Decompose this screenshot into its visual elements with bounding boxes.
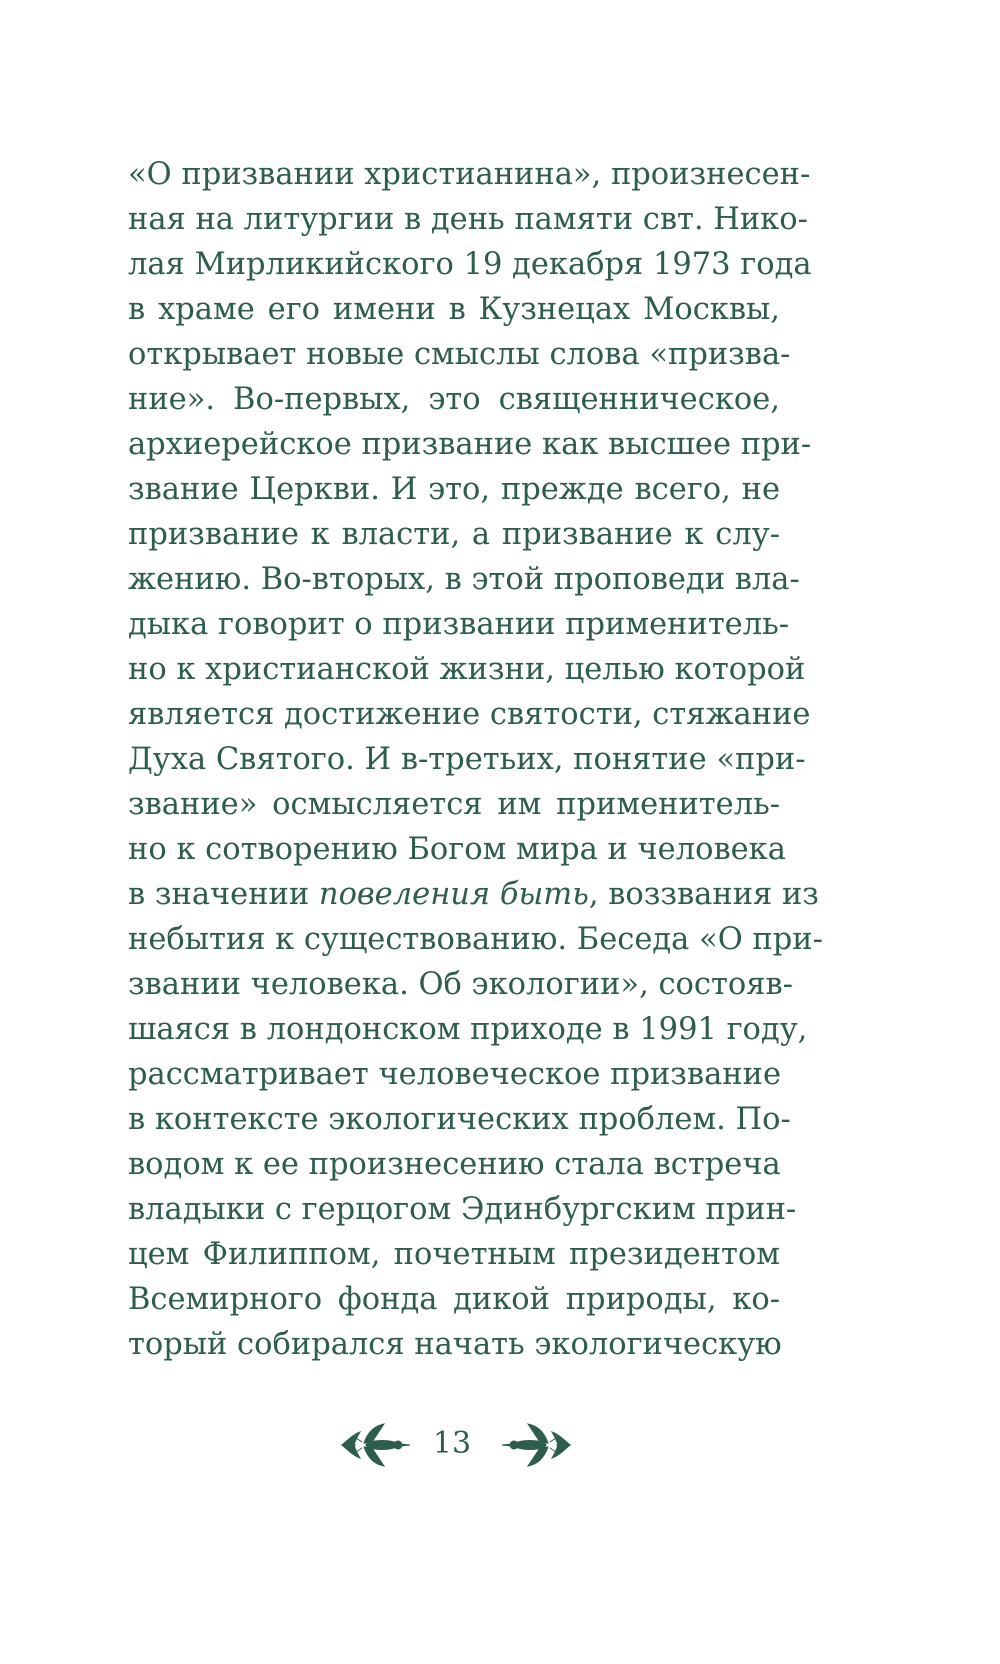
text-line: торый собирался начать экологическую — [128, 1327, 782, 1362]
text-line: является достижение святости, стяжание — [128, 697, 811, 732]
text-line: звании человека. Об экологии», состояв- — [128, 967, 793, 1002]
text-line: в контексте экологических проблем. По- — [128, 1102, 791, 1137]
bird-ornament-icon — [340, 1420, 412, 1470]
text-run: в значении — [128, 877, 319, 912]
text-line-with-italic — [128, 872, 819, 917]
text-line: архиерейское призвание как высшее при- — [128, 427, 812, 462]
page-number: 13 — [432, 1426, 472, 1461]
text-line: Всемирного фонда дикой природы, ко- — [128, 1282, 780, 1317]
text-line: рассматривает человеческое призвание — [128, 1057, 781, 1092]
text-line: звание Церкви. И это, прежде всего, не — [128, 472, 780, 507]
text-line: «О призвании христианина», произнесен- — [128, 157, 811, 192]
bird-ornament-icon — [500, 1420, 572, 1470]
text-line: владыки с герцогом Эдинбургским прин- — [128, 1192, 797, 1227]
body-text — [128, 152, 823, 1367]
text-line: ние». Во-первых, это священническое, — [128, 382, 780, 417]
text-line: в храме его имени в Кузнецах Москвы, — [128, 292, 780, 327]
text-line: цем Филиппом, почетным президентом — [128, 1237, 780, 1272]
text-line: звание» осмысляется им применитель- — [128, 787, 780, 822]
text-line: дыка говорит о призвании применитель- — [128, 607, 790, 642]
text-line: небытия к существованию. Беседа «О при- — [128, 922, 823, 957]
italic-phrase: повеления быть — [318, 877, 589, 912]
text-line: жению. Во-вторых, в этой проповеди вла- — [128, 562, 800, 597]
text-line: ная на литургии в день памяти свт. Нико- — [128, 202, 808, 237]
page-footer — [0, 1420, 1000, 1480]
text-line: открывает новые смыслы слова «призва- — [128, 337, 791, 372]
text-line: но к сотворению Богом мира и человека — [128, 832, 786, 867]
text-line: лая Мирликийского 19 декабря 1973 года — [128, 247, 812, 282]
text-line: водом к ее произнесению стала встреча — [128, 1147, 781, 1182]
text-line: Духа Святого. И в-третьих, понятие «при- — [128, 742, 806, 777]
text-line: но к христианской жизни, целью которой — [128, 652, 806, 687]
text-line: шаяся в лондонском приходе в 1991 году, — [128, 1012, 808, 1047]
text-run: , воззвания из — [588, 877, 819, 912]
text-line: призвание к власти, а призвание к слу- — [128, 517, 780, 552]
